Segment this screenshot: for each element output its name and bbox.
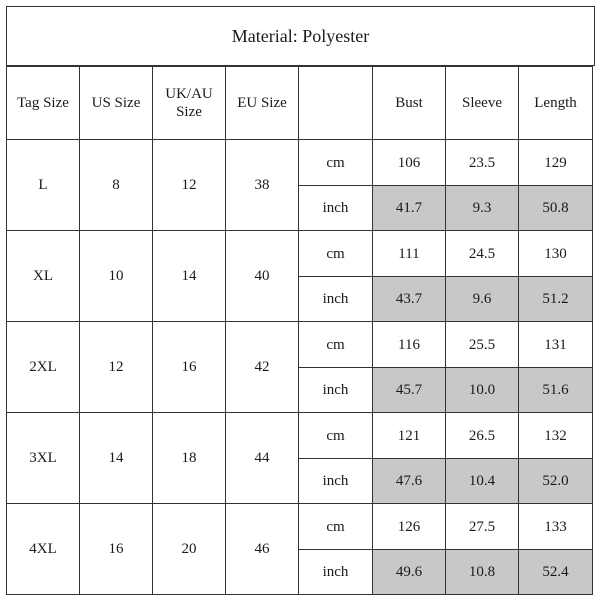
length-inch-cell: 51.6 [518,367,593,413]
material-title: Material: Polyester [6,6,595,66]
bust-cm-cell: 126 [372,503,446,550]
bust-inch-cell: 45.7 [372,367,446,413]
sleeve-inch-cell: 10.4 [445,458,519,504]
length-inch-cell: 52.0 [518,458,593,504]
tag-size-cell: L [6,139,80,231]
sleeve-cm-cell: 24.5 [445,230,519,277]
bust-cm-cell: 106 [372,139,446,186]
unit-label-inch: inch [298,276,373,322]
unit-label-inch: inch [298,458,373,504]
length-cm-cell: 129 [518,139,593,186]
eu-size-cell: 44 [225,412,299,504]
header-tag-size: Tag Size [6,66,80,140]
eu-size-cell: 46 [225,503,299,595]
unit-label-cm: cm [298,139,373,186]
tag-size-cell: 4XL [6,503,80,595]
length-inch-cell: 50.8 [518,185,593,231]
header-unit [298,66,373,140]
length-cm-cell: 132 [518,412,593,459]
unit-label-cm: cm [298,503,373,550]
bust-cm-cell: 116 [372,321,446,368]
sleeve-cm-cell: 26.5 [445,412,519,459]
uk-size-cell: 16 [152,321,226,413]
length-cm-cell: 131 [518,321,593,368]
header-length: Length [518,66,593,140]
bust-cm-cell: 111 [372,230,446,277]
unit-label-cm: cm [298,412,373,459]
us-size-cell: 8 [79,139,153,231]
bust-inch-cell: 49.6 [372,549,446,595]
us-size-cell: 10 [79,230,153,322]
tag-size-cell: 2XL [6,321,80,413]
eu-size-cell: 38 [225,139,299,231]
sleeve-cm-cell: 25.5 [445,321,519,368]
sleeve-inch-cell: 9.6 [445,276,519,322]
length-cm-cell: 130 [518,230,593,277]
bust-inch-cell: 43.7 [372,276,446,322]
us-size-cell: 16 [79,503,153,595]
bust-inch-cell: 47.6 [372,458,446,504]
sleeve-cm-cell: 27.5 [445,503,519,550]
header-us-size: US Size [79,66,153,140]
us-size-cell: 14 [79,412,153,504]
sleeve-cm-cell: 23.5 [445,139,519,186]
eu-size-cell: 42 [225,321,299,413]
bust-cm-cell: 121 [372,412,446,459]
length-inch-cell: 52.4 [518,549,593,595]
header-uk-au-size: UK/AU Size [152,66,226,140]
header-eu-size: EU Size [225,66,299,140]
sleeve-inch-cell: 10.0 [445,367,519,413]
length-cm-cell: 133 [518,503,593,550]
length-inch-cell: 51.2 [518,276,593,322]
unit-label-cm: cm [298,321,373,368]
sleeve-inch-cell: 10.8 [445,549,519,595]
uk-size-cell: 18 [152,412,226,504]
sleeve-inch-cell: 9.3 [445,185,519,231]
eu-size-cell: 40 [225,230,299,322]
uk-size-cell: 12 [152,139,226,231]
unit-label-inch: inch [298,185,373,231]
unit-label-cm: cm [298,230,373,277]
header-sleeve: Sleeve [445,66,519,140]
us-size-cell: 12 [79,321,153,413]
uk-size-cell: 20 [152,503,226,595]
bust-inch-cell: 41.7 [372,185,446,231]
tag-size-cell: XL [6,230,80,322]
header-bust: Bust [372,66,446,140]
uk-size-cell: 14 [152,230,226,322]
tag-size-cell: 3XL [6,412,80,504]
unit-label-inch: inch [298,367,373,413]
unit-label-inch: inch [298,549,373,595]
